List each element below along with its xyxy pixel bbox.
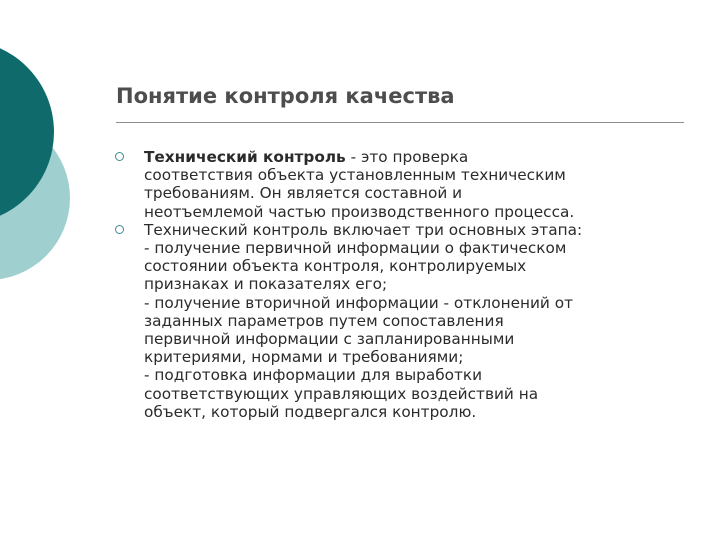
title-divider [116, 122, 684, 123]
bullet-line: - получение первичной информации о фактическом [144, 239, 567, 258]
bullet-list [115, 148, 695, 421]
bullet-line: неотъемлемой частью производственного процесса. [144, 202, 575, 221]
bullet-item-definition [115, 148, 695, 221]
bullet-line: - получение вторичной информации - отклонений от [144, 293, 573, 312]
bullet-line: соответствующих управляющих воздействий на [144, 384, 539, 403]
bullet-term: Технический контроль [144, 148, 346, 166]
bullet-line: соответствия объекта установленным техническим [144, 166, 566, 185]
slide-title: Понятие контроля качества [116, 84, 455, 108]
bullet-line: критериями, нормами и требованиями; [144, 348, 464, 367]
bullet-line: требованиям. Он является составной и [144, 184, 463, 203]
hollow-circle-bullet-icon [115, 152, 124, 161]
hollow-circle-bullet-icon [115, 225, 124, 234]
bullet-line: заданных параметров путем сопоставления [144, 311, 504, 330]
bullet-line: состоянии объекта контроля, контролируемых [144, 257, 527, 276]
bullet-line: признаках и показателях его; [144, 275, 388, 294]
decorative-circles [0, 0, 110, 300]
bullet-line [144, 148, 695, 166]
bullet-line: - подготовка информации для выработки [144, 366, 483, 385]
bullet-line-text: - это проверка [345, 148, 469, 166]
bullet-item-stages [115, 221, 695, 421]
bullet-line: первичной информации с запланированными [144, 330, 515, 349]
bullet-line: Технический контроль включает три основных этапа: [144, 220, 583, 239]
bullet-line: объект, который подвергался контролю. [144, 402, 477, 421]
